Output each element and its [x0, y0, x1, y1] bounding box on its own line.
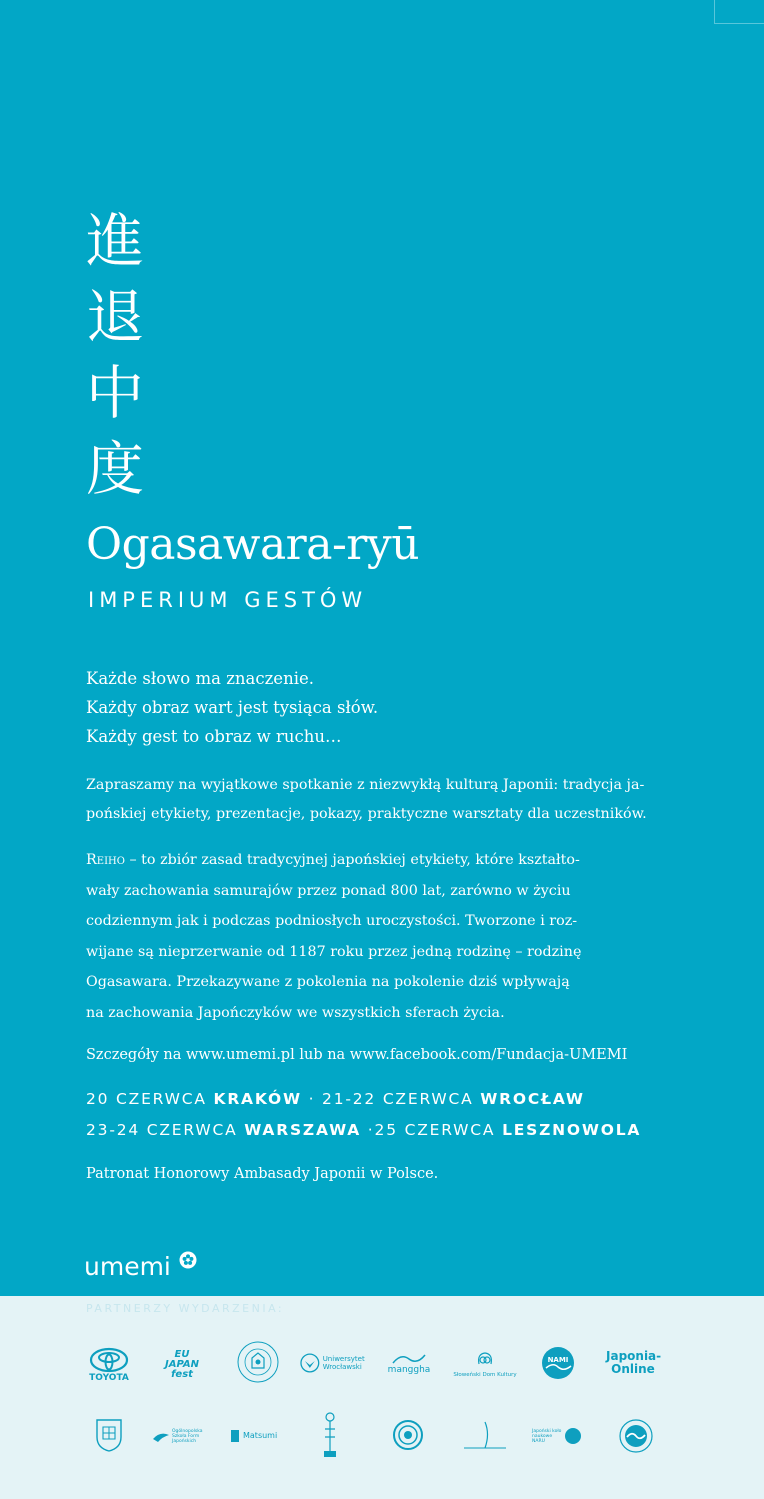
invite-line: Zapraszamy na wyjątkowe spotkanie z niezwykłą kulturą Japonii: tradycja ja- — [86, 777, 645, 793]
matsumi-logo — [230, 1424, 290, 1448]
university-seal-icon — [236, 1340, 280, 1384]
ring-icon — [392, 1419, 424, 1451]
matsumi-mark-icon — [230, 1429, 240, 1443]
lead-line: Każdy gest to obraz w ruchu… — [86, 727, 342, 746]
partner-name: Uniwersytet Wrocławski — [322, 1355, 365, 1371]
science-circle-logo — [616, 1416, 656, 1456]
ram-head-icon — [473, 1348, 497, 1372]
partners-section — [0, 1296, 764, 1499]
uw-warsaw-logo — [234, 1338, 282, 1386]
toyota-emblem-icon — [89, 1347, 129, 1373]
reiho-paragraph — [86, 845, 686, 1029]
partner-name: NAMI — [547, 1356, 569, 1364]
kanji-column — [86, 203, 156, 507]
lead-line: Każde słowo ma znaczenie. — [86, 669, 314, 688]
partners-label: PARTNERZY WYDARZENIA: — [86, 1302, 285, 1315]
naru-circle-logo — [532, 1422, 588, 1450]
yamato-logo — [318, 1410, 342, 1460]
partner-name: Japoński koło naukowe NARU — [532, 1428, 562, 1444]
date-separator: · — [361, 1121, 375, 1139]
crest-logo — [92, 1415, 126, 1455]
city-name: LESZNOWOLA — [502, 1121, 642, 1139]
eu-japan-fest-logo — [164, 1345, 200, 1385]
lead-line: Każdy obraz wart jest tysiąca słów. — [86, 698, 379, 717]
kanji-char: 退 — [86, 283, 145, 351]
patronage-text: Patronat Honorowy Ambasady Japonii w Polsce. — [86, 1166, 439, 1182]
reiho-line: wijane są nieprzerwanie od 1187 roku przez jedną rodzinę – rodzinę — [86, 943, 582, 960]
reiho-line: wały zachowania samurajów przez ponad 800 lat, zarówno w życiu — [86, 882, 571, 899]
toyota-logo — [84, 1343, 134, 1387]
partner-name: TOYOTA — [89, 1373, 129, 1383]
event-dates — [86, 1084, 641, 1146]
naru-badge-icon — [564, 1427, 582, 1445]
poster-subtitle: IMPERIUM GESTÓW — [88, 588, 368, 612]
polish-society-logo — [458, 1418, 512, 1454]
forms-school-logo — [152, 1424, 212, 1448]
slovenian-culture-logo — [453, 1343, 517, 1383]
sail-icon — [460, 1420, 510, 1452]
manggha-logo — [386, 1347, 432, 1379]
partner-name: Japonia-Online — [606, 1349, 662, 1376]
date-text: 23-24 CZERWCA — [86, 1121, 245, 1139]
japonia-online-logo — [606, 1348, 660, 1378]
japanese-school-logo — [390, 1415, 426, 1455]
invite-line: pońskiej etykiety, prezentacje, pokazy, praktyczne warsztaty dla uczestników. — [86, 806, 647, 822]
date-text: 20 CZERWCA — [86, 1090, 214, 1108]
bird-icon — [152, 1429, 170, 1443]
crop-mark — [714, 0, 764, 24]
partner-name: Słoweński Dom Kultury — [453, 1372, 517, 1378]
date-separator: · — [301, 1090, 323, 1108]
eagle-seal-icon — [300, 1353, 320, 1373]
kanji-char: 中 — [86, 359, 145, 427]
dates-line — [86, 1115, 641, 1146]
date-text: 21-22 CZERWCA — [322, 1090, 481, 1108]
partner-name: manggha — [387, 1365, 431, 1375]
dates-line — [86, 1084, 641, 1115]
partner-name: EU JAPAN fest — [165, 1349, 199, 1380]
poster-title: Ogasawara-ryū — [86, 519, 420, 570]
reiho-first-rest: – to zbiór zasad tradycyjnej japońskiej etykiety, które kształto- — [124, 852, 580, 868]
umemi-logo: umemi — [84, 1252, 171, 1281]
reiho-line: Ogasawara. Przekazywane z pokolenia na pokolenie dziś wpływają — [86, 974, 570, 991]
kanji-char: 進 — [86, 207, 145, 275]
nami-logo — [540, 1346, 576, 1380]
partner-name: Matsumi — [243, 1431, 278, 1440]
wave-circle-icon — [618, 1418, 654, 1454]
reiho-line — [86, 845, 686, 876]
city-name: WROCŁAW — [480, 1090, 585, 1108]
vertical-emblem-icon — [320, 1411, 340, 1459]
nami-badge-icon — [541, 1346, 575, 1380]
kanji-char: 度 — [86, 435, 145, 503]
city-name: WARSZAWA — [244, 1121, 362, 1139]
plum-flower-icon — [179, 1251, 197, 1269]
details-line: Szczegóły na www.umemi.pl lub na www.facebook.com/Fundacja-UMEMI — [86, 1047, 628, 1063]
reiho-line: codziennym jak i podczas podniosłych uroczystości. Tworzone i roz- — [86, 913, 578, 930]
reiho-line: na zachowania Japończyków we wszystkich sferach życia. — [86, 1004, 505, 1021]
uni-wroclaw-logo — [300, 1350, 366, 1376]
city-name: KRAKÓW — [213, 1090, 302, 1108]
wave-roof-icon — [391, 1351, 427, 1365]
date-text: 25 CZERWCA — [374, 1121, 503, 1139]
lead-text — [86, 664, 378, 751]
partner-name: Ogólnopolska Szkoła Form Japońskich — [172, 1428, 203, 1444]
invite-paragraph — [86, 771, 686, 829]
reiho-term: Reiho — [86, 852, 125, 868]
city-crest-icon — [94, 1417, 124, 1453]
